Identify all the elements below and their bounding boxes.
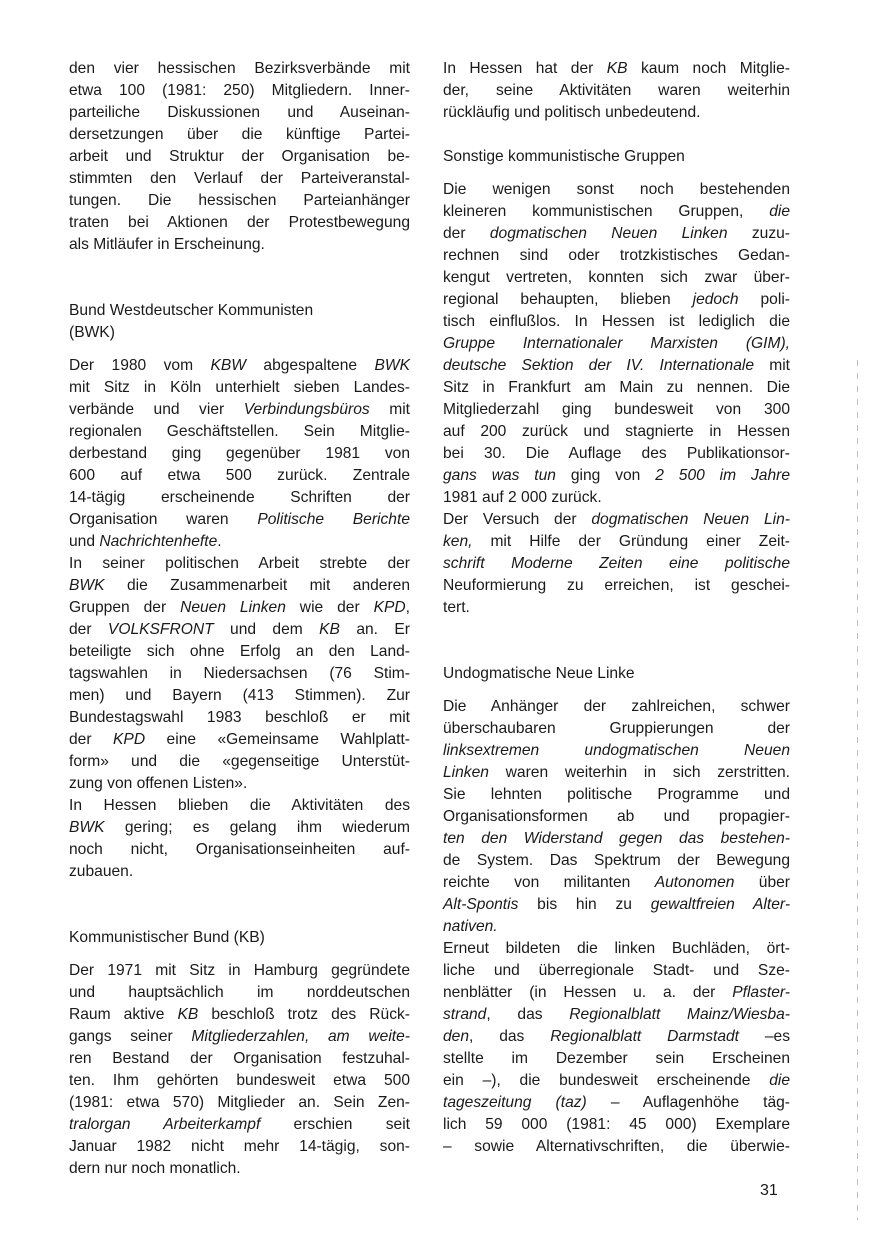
text-line: deutsche Sektion der IV. Internationale mit: [443, 357, 790, 374]
paragraph-undogmatisch-2: [443, 938, 790, 1158]
text-line: 1981 auf 2 000 zurück.: [443, 489, 602, 506]
text-line: Neuformierung zu erreichen, ist geschei-: [443, 577, 790, 594]
heading-bwk: [69, 300, 410, 344]
text-line: kengut vertreten, konnten sich zwar über-: [443, 269, 790, 286]
text-line: Linken waren weiterhin in sich zerstritten.: [443, 764, 790, 781]
text-line: schrift Moderne Zeiten eine politische: [443, 555, 790, 572]
text-line: men) und Bayern (413 Stimmen). Zur: [69, 687, 410, 704]
text-line: noch nicht, Organisationseinheiten auf-: [69, 841, 410, 858]
text-line: Die Anhänger der zahlreichen, schwer: [443, 698, 790, 715]
paragraph-sonstige-1: [443, 179, 790, 509]
text-line: zung von offenen Listen».: [69, 775, 248, 792]
text-line: beteiligte sich ohne Erfolg an den Land-: [69, 643, 410, 660]
text-line: traten bei Aktionen der Protestbewegung: [69, 214, 410, 231]
text-line: tagswahlen in Niedersachsen (76 Stim-: [69, 665, 410, 682]
text-line: linksextremen undogmatischen Neuen: [443, 742, 790, 759]
text-line: Die wenigen sonst noch bestehenden: [443, 181, 790, 198]
text-line: Organisation waren Politische Berichte: [69, 511, 410, 528]
text-line: form» und die «gegenseitige Unterstüt-: [69, 753, 410, 770]
text-line: de System. Das Spektrum der Bewegung: [443, 852, 790, 869]
text-line: ken, mit Hilfe der Gründung einer Zeit-: [443, 533, 790, 550]
heading-kb: Kommunistischer Bund (KB): [69, 929, 265, 946]
paragraph-kb-hessen: [443, 58, 790, 124]
text-line: regional behaupten, blieben jedoch poli-: [443, 291, 790, 308]
left-column: [69, 58, 410, 1180]
heading-sonstige: Sonstige kommunistische Gruppen: [443, 148, 685, 165]
text-line: mit Sitz in Köln unterhielt sieben Landes-: [69, 379, 410, 396]
paragraph-sonstige-2: [443, 509, 790, 619]
text-line: Sie lehnten politische Programme und: [443, 786, 790, 803]
text-line: überschaubaren Gruppierungen der: [443, 720, 790, 737]
text-line: kleineren kommunistischen Gruppen, die: [443, 203, 790, 220]
text-line: tralorgan Arbeiterkampf erschien seit: [69, 1116, 410, 1133]
text-line: BWK die Zusammenarbeit mit anderen: [69, 577, 410, 594]
text-line: regionalen Geschäftstellen. Sein Mitglie-: [69, 423, 410, 440]
text-line: zubauen.: [69, 863, 134, 880]
text-line: lich 59 000 (1981: 45 000) Exemplare: [443, 1116, 790, 1133]
text-line: rückläufig und politisch unbedeutend.: [443, 104, 701, 121]
paragraph-undogmatisch-1: [443, 696, 790, 938]
paragraph-bwk-2: [69, 553, 410, 795]
text-line: nenblätter (in Hessen u. a. der Pflaster-: [443, 984, 790, 1001]
text-line: (1981: etwa 570) Mitglieder an. Sein Zen-: [69, 1094, 410, 1111]
text-line: nativen.: [443, 918, 498, 935]
text-line: der KPD eine «Gemeinsame Wahlplatt-: [69, 731, 410, 748]
heading-line: Bund Westdeutscher Kommunisten: [69, 302, 314, 319]
text-line: reichte von militanten Autonomen über: [443, 874, 790, 891]
text-line: BWK gering; es gelang ihm wiederum: [69, 819, 410, 836]
text-line: Gruppen der Neuen Linken wie der KPD,: [69, 599, 410, 616]
text-line: Der 1971 mit Sitz in Hamburg gegründete: [69, 962, 410, 979]
text-line: den vier hessischen Bezirksverbände mit: [69, 60, 410, 77]
text-line: gangs seiner Mitgliederzahlen, am weite-: [69, 1028, 410, 1045]
text-line: strand, das Regionalblatt Mainz/Wiesba-: [443, 1006, 790, 1023]
text-line: Raum aktive KB beschloß trotz des Rück-: [69, 1006, 411, 1023]
text-line: etwa 100 (1981: 250) Mitgliedern. Inner-: [69, 82, 410, 99]
text-line: Sitz in Frankfurt am Main zu nennen. Die: [443, 379, 790, 396]
text-line: rechnen sind oder trotzkistisches Gedan-: [443, 247, 790, 264]
text-line: ein –), die bundesweit erscheinende die: [443, 1072, 790, 1089]
text-line: auf 200 zurück und stagnierte in Hessen: [443, 423, 790, 440]
text-line: und hauptsächlich im norddeutschen: [69, 984, 410, 1001]
text-line: Erneut bildeten die linken Buchläden, ört-: [443, 940, 790, 957]
text-line: stellte im Dezember sein Erscheinen: [443, 1050, 790, 1067]
text-line: Mitgliederzahl ging bundesweit von 300: [443, 401, 790, 418]
text-line: Bundestagswahl 1983 beschloß er mit: [69, 709, 410, 726]
text-line: tert.: [443, 599, 470, 616]
scan-edge-artifact: [857, 360, 858, 1220]
text-line: arbeit und Struktur der Organisation be-: [69, 148, 410, 165]
text-line: den, das Regionalblatt Darmstadt –es: [443, 1028, 790, 1045]
text-line: stimmten den Verlauf der Parteiveranstal-: [69, 170, 410, 187]
text-line: In Hessen hat der KB kaum noch Mitglie-: [443, 60, 790, 77]
text-line: tisch einflußlos. In Hessen ist lediglich die: [443, 313, 790, 330]
heading-undogmatisch: Undogmatische Neue Linke: [443, 665, 635, 682]
text-line: – sowie Alternativschriften, die überwie-: [443, 1138, 790, 1155]
text-line: Der 1980 vom KBW abgespaltene BWK: [69, 357, 410, 374]
text-line: bei 30. Die Auflage des Publikationsor-: [443, 445, 790, 462]
text-line: parteiliche Diskussionen und Auseinan-: [69, 104, 410, 121]
text-line: In seiner politischen Arbeit strebte der: [69, 555, 410, 572]
text-line: gans was tun ging von 2 500 im Jahre: [443, 467, 791, 484]
paragraph-bezirksverbaende: [69, 58, 410, 256]
text-line: Januar 1982 nicht mehr 14-tägig, son-: [69, 1138, 410, 1155]
paragraph-bwk-3: [69, 795, 410, 883]
text-line: ten. Ihm gehörten bundesweit etwa 500: [69, 1072, 410, 1089]
text-line: In Hessen blieben die Aktivitäten des: [69, 797, 410, 814]
right-column: [443, 58, 790, 1158]
text-line: und Nachrichtenhefte.: [69, 533, 222, 550]
page-number: 31: [760, 1182, 778, 1199]
text-line: Gruppe Internationaler Marxisten (GIM),: [443, 335, 790, 352]
text-line: tageszeitung (taz) – Auflagenhöhe täg-: [443, 1094, 790, 1111]
text-line: 14-tägig erscheinende Schriften der: [69, 489, 410, 506]
text-line: der, seine Aktivitäten waren weiterhin: [443, 82, 790, 99]
text-line: Der Versuch der dogmatischen Neuen Lin-: [443, 511, 790, 528]
text-line: verbände und vier Verbindungsbüros mit: [69, 401, 410, 418]
text-line: ten den Widerstand gegen das bestehen-: [443, 830, 790, 847]
text-line: Organisationsformen ab und propagier-: [443, 808, 790, 825]
text-line: als Mitläufer in Erscheinung.: [69, 236, 265, 253]
text-line: dern nur noch monatlich.: [69, 1160, 241, 1177]
text-line: tungen. Die hessischen Parteianhänger: [69, 192, 410, 209]
text-line: dersetzungen über die künftige Partei-: [69, 126, 410, 143]
heading-line: (BWK): [69, 324, 115, 341]
paragraph-bwk-1: [69, 355, 410, 553]
text-line: ren Bestand der Organisation festzuhal-: [69, 1050, 410, 1067]
paragraph-kb: [69, 960, 410, 1180]
text-line: der VOLKSFRONT und dem KB an. Er: [69, 621, 410, 638]
text-line: 600 auf etwa 500 zurück. Zentrale: [69, 467, 410, 484]
text-line: derbestand ging gegenüber 1981 von: [69, 445, 410, 462]
text-line: der dogmatischen Neuen Linken zuzu-: [443, 225, 790, 242]
text-line: liche und überregionale Stadt- und Sze-: [443, 962, 790, 979]
text-line: Alt-Spontis bis hin zu gewaltfreien Alter-: [443, 896, 791, 913]
